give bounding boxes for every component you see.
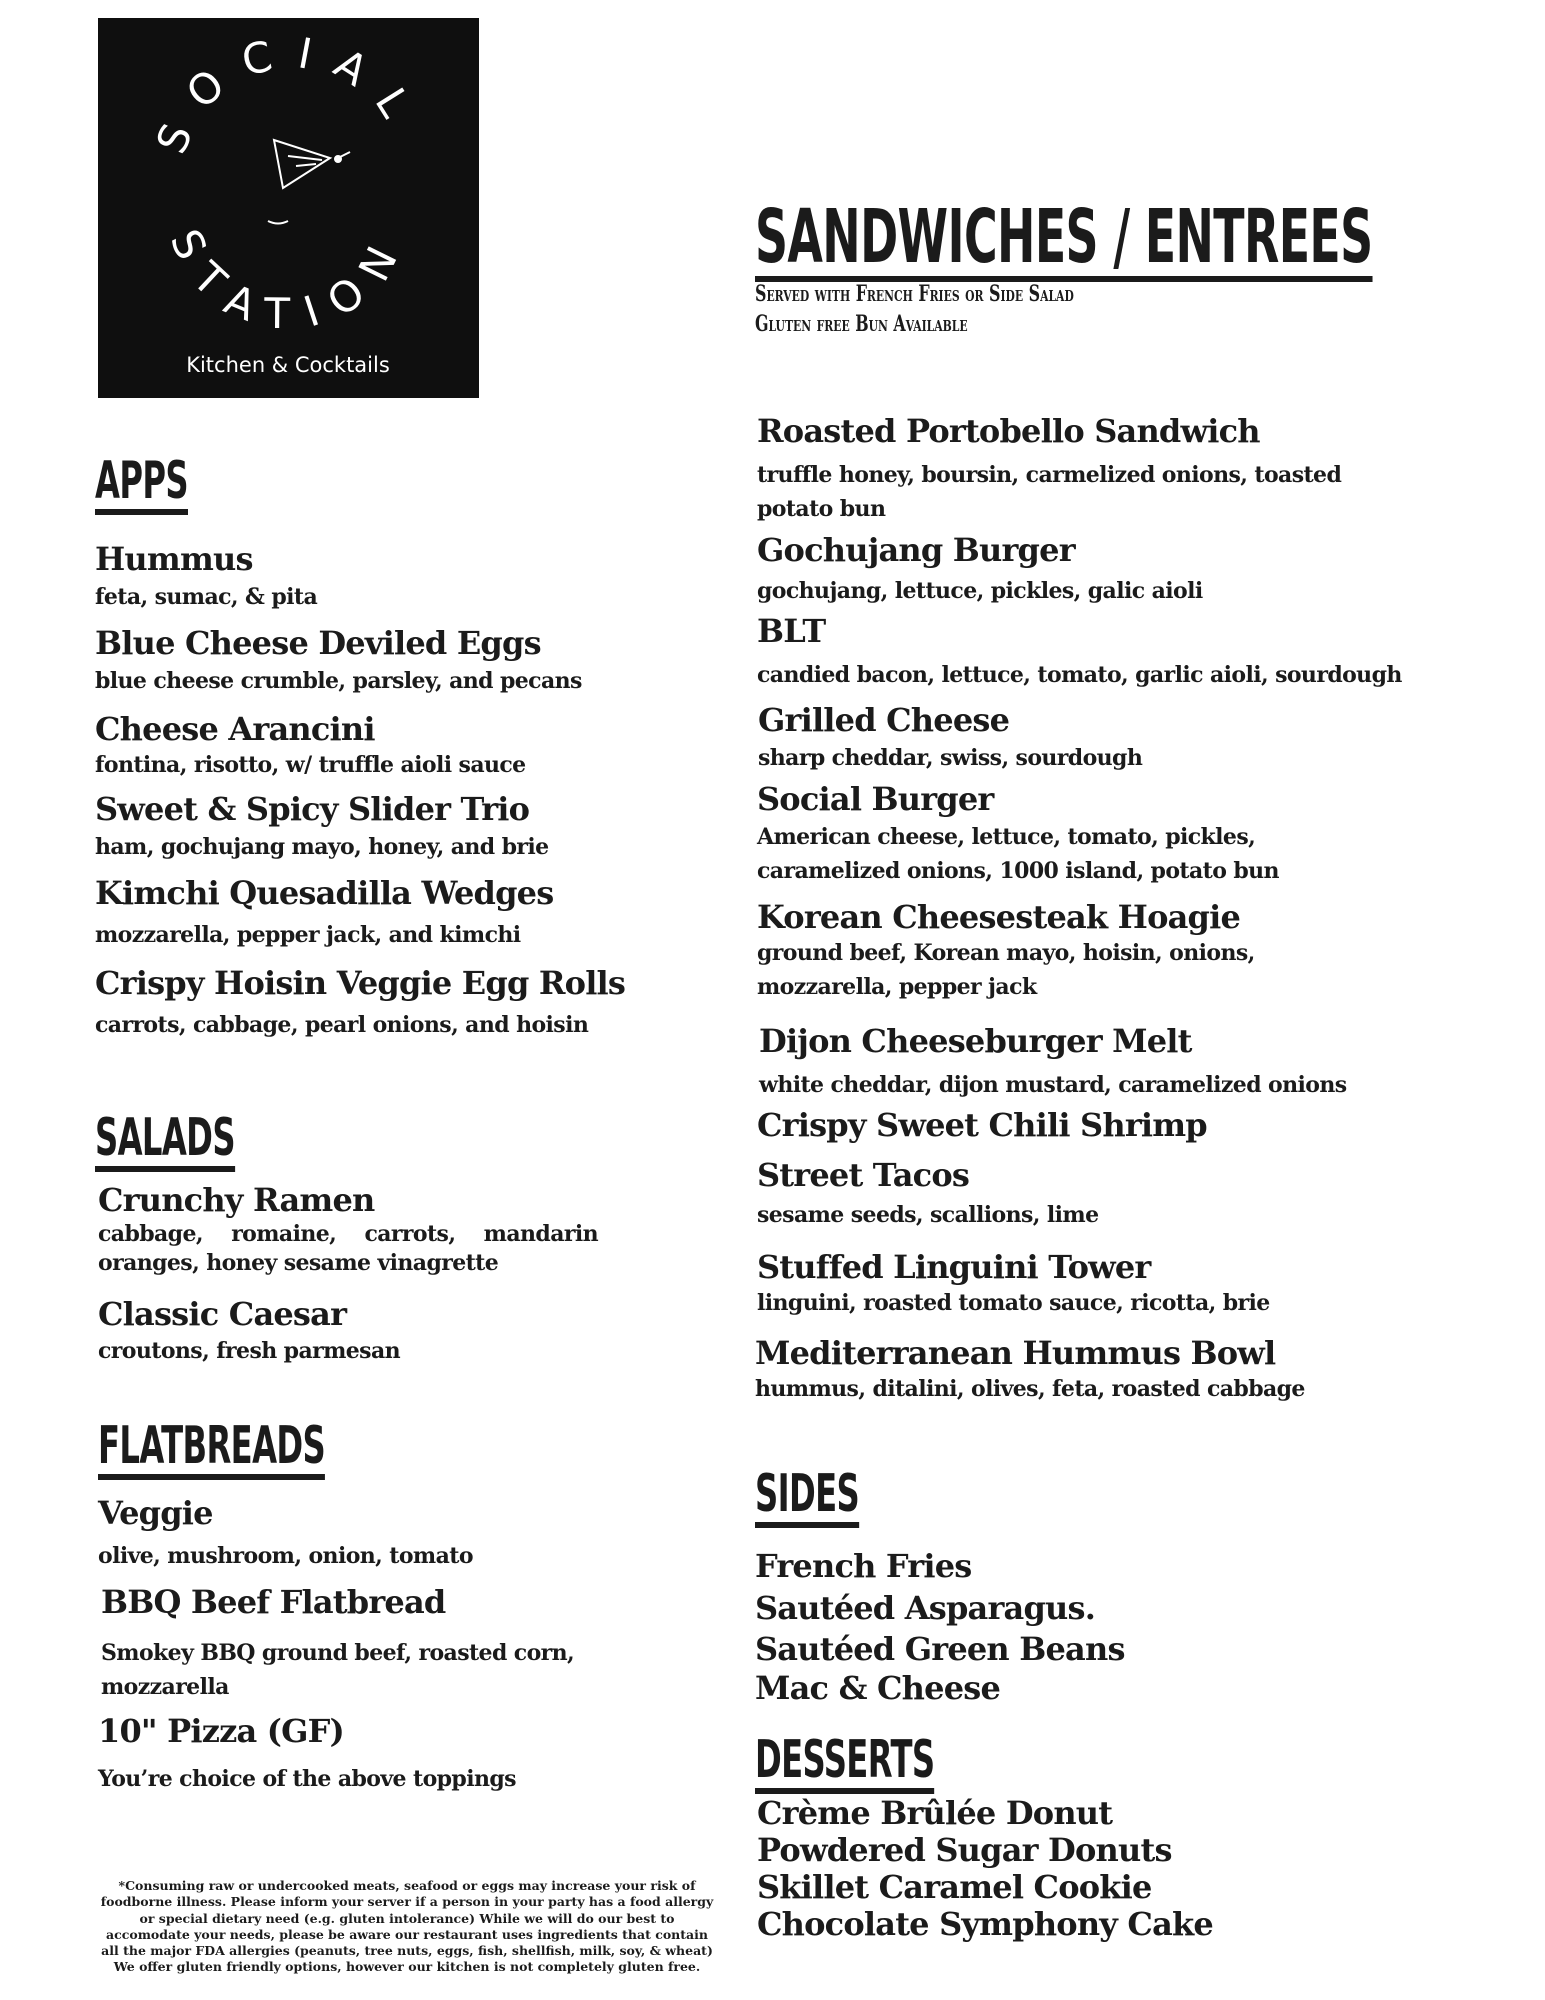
side-item: Sautéed Asparagus. [755,1589,1096,1627]
logo-tagline: Kitchen & Cocktails [186,353,390,377]
menu-item-name: Veggie [98,1494,213,1532]
menu-item-name: Kimchi Quesadilla Wedges [95,874,554,912]
menu-item-name: Blue Cheese Deviled Eggs [95,624,541,662]
menu-item-desc: ham, gochujang mayo, honey, and brie [95,834,549,860]
menu-item-desc: hummus, ditalini, olives, feta, roasted cabbage [755,1376,1305,1402]
menu-item-desc: carrots, cabbage, pearl onions, and hoisin [95,1012,589,1038]
menu-item-desc: olive, mushroom, onion, tomato [98,1543,473,1569]
dessert-item: Powdered Sugar Donuts [757,1831,1172,1869]
side-item: French Fries [755,1547,972,1585]
logo-graphic [98,18,479,398]
menu-item-desc: candied bacon, lettuce, tomato, garlic aioli, sourdough [757,662,1402,688]
restaurant-logo [98,18,479,398]
menu-item-desc: cabbage, romaine, carrots, mandarin oranges, honey sesame vinagrette [98,1221,598,1276]
menu-item-name: Social Burger [757,780,994,818]
menu-item-name: Stuffed Linguini Tower [757,1248,1151,1286]
allergy-disclaimer: *Consuming raw or undercooked meats, seafood or eggs may increase your risk of foodborne illness. Please inform your server if a person in your party has a food allergy or special dietary need (e.g. gluten intolerance) While we will do our best to accomodate your needs, please be aware our restaurant uses ingredients that contain all the major FDA allergies (peanuts, tree nuts, eggs, fish, shellfish, milk, soy, & wheat) We offer gluten friendly options, however our kitchen is not completely gluten free. [100,1878,714,1975]
menu-item-desc: croutons, fresh parmesan [98,1338,401,1364]
menu-item-desc: mozzarella, pepper jack, and kimchi [95,922,521,948]
menu-item-name: Cheese Arancini [95,710,375,748]
menu-item-name: BLT [757,612,826,650]
menu-item-name: Gochujang Burger [757,531,1075,569]
sides-heading: SIDES [755,1468,859,1528]
menu-item-desc: Smokey BBQ ground beef, roasted corn, mozzarella [101,1640,575,1701]
menu-item-name: Crispy Hoisin Veggie Egg Rolls [95,964,626,1002]
menu-item-name: Street Tacos [757,1156,970,1194]
entrees-heading: SANDWICHES / ENTREES [755,194,1373,280]
dessert-item: Chocolate Symphony Cake [757,1905,1213,1943]
desserts-heading: DESSERTS [755,1734,934,1794]
menu-item-name: Mediterranean Hummus Bowl [755,1334,1276,1372]
apps-heading: APPS [95,455,188,515]
menu-item-desc: white cheddar, dijon mustard, caramelized onions [759,1072,1347,1098]
menu-item-desc: American cheese, lettuce, tomato, pickles, caramelized onions, 1000 island, potato bun [757,824,1279,885]
menu-item-name: BBQ Beef Flatbread [101,1583,446,1621]
menu-item-name: Classic Caesar [98,1295,347,1333]
logo-arc-bottom: STATION [160,221,416,339]
side-item: Sautéed Green Beans [755,1630,1125,1668]
entrees-subtitle-sides: Served with French Fries or Side Salad [755,281,1074,307]
menu-item-name: Hummus [95,540,253,578]
cocktail-glass-icon [268,140,350,224]
menu-item-desc: sesame seeds, scallions, lime [757,1202,1099,1228]
menu-item-desc: You’re choice of the above toppings [98,1766,516,1792]
logo-arc-top: SOCIAL [146,26,432,161]
menu-item-name: Dijon Cheeseburger Melt [759,1022,1192,1060]
menu-item-desc: blue cheese crumble, parsley, and pecans [95,668,582,694]
menu-item-name: Roasted Portobello Sandwich [757,412,1260,450]
entrees-subtitle-gluten: Gluten free Bun Available [755,311,968,337]
side-item: Mac & Cheese [755,1669,1001,1707]
menu-item-desc: linguini, roasted tomato sauce, ricotta, brie [757,1290,1270,1316]
menu-item-name: Grilled Cheese [758,701,1010,739]
flatbreads-heading: FLATBREADS [98,1420,325,1480]
dessert-item: Crème Brûlée Donut [757,1794,1113,1832]
menu-item-desc: feta, sumac, & pita [95,584,318,610]
menu-item-desc: ground beef, Korean mayo, hoisin, onions, mozzarella, pepper jack [757,940,1255,1001]
menu-item-name: Crunchy Ramen [98,1181,375,1219]
menu-item-desc: sharp cheddar, swiss, sourdough [758,745,1143,771]
dessert-item: Skillet Caramel Cookie [757,1868,1152,1906]
salads-heading: SALADS [95,1112,235,1172]
menu-item-name: Sweet & Spicy Slider Trio [95,790,530,828]
menu-item-name: Crispy Sweet Chili Shrimp [757,1106,1207,1144]
menu-item-desc: fontina, risotto, w/ truffle aioli sauce [95,752,526,778]
menu-item-desc: truffle honey, boursin, carmelized onions, toasted potato bun [757,462,1342,523]
menu-item-name: 10" Pizza (GF) [98,1712,344,1750]
menu-item-name: Korean Cheesesteak Hoagie [757,898,1241,936]
menu-item-desc: gochujang, lettuce, pickles, galic aioli [757,578,1203,604]
